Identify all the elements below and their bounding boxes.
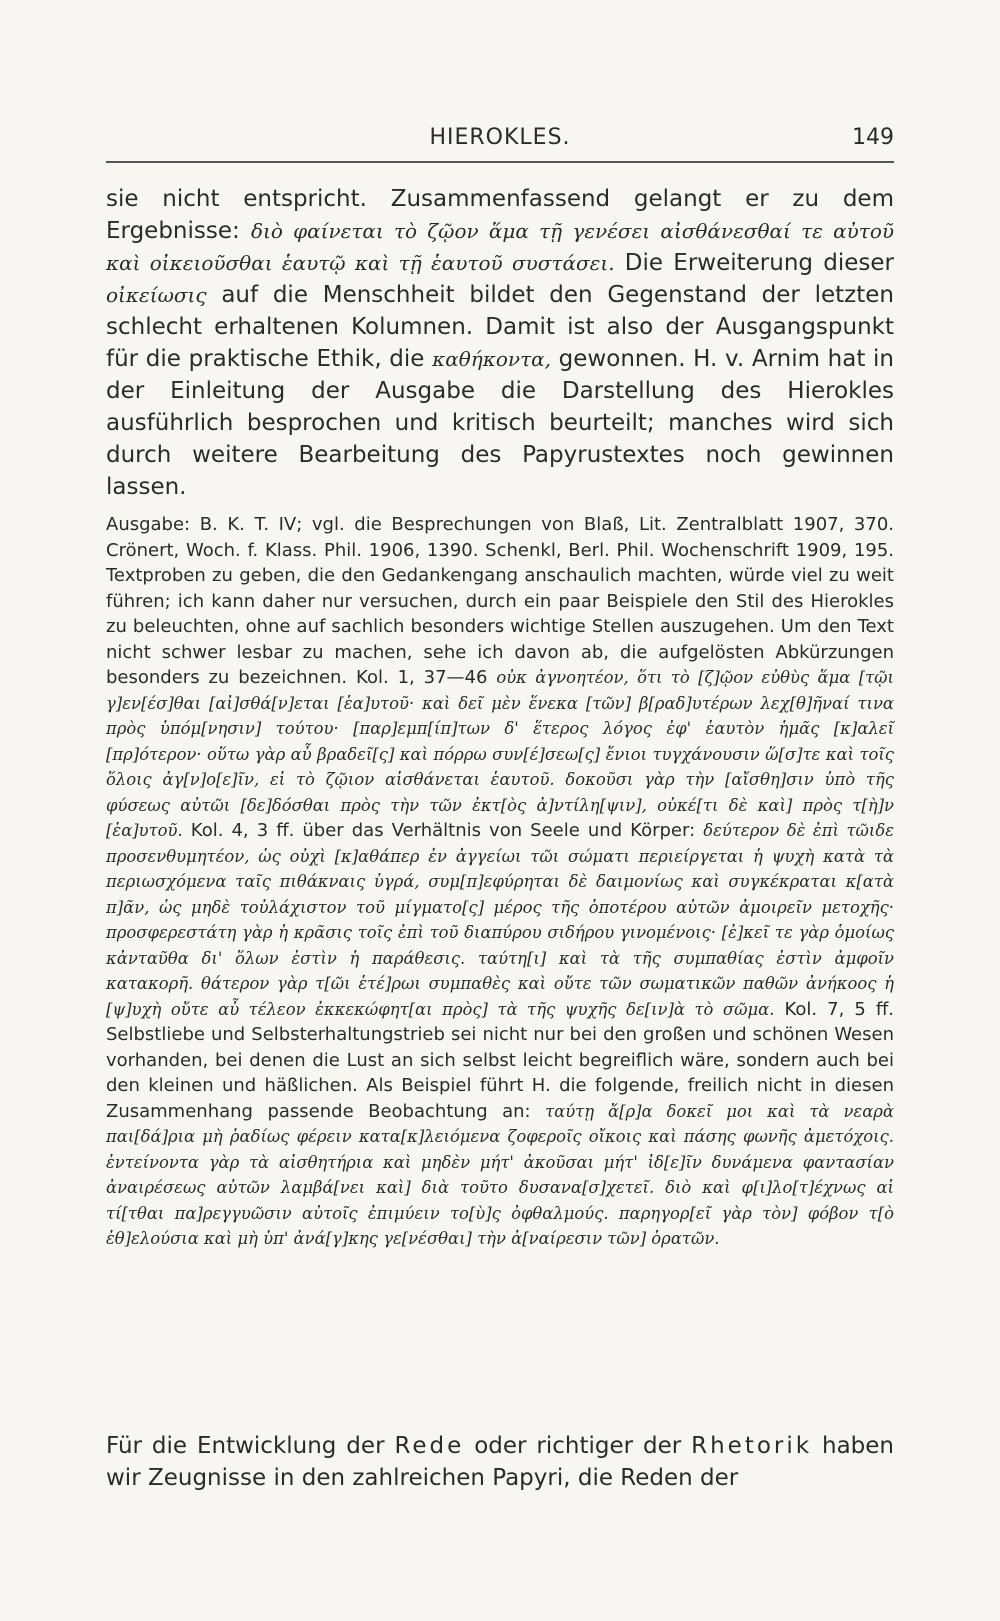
text-run: Kol. 4, 3 ff. über das Verhältnis von Seele und Körper: [182,820,704,841]
text-run: Ausgabe: B. K. T. IV; vgl. die Besprechungen von Blaß, Lit. Zentralblatt 1907, 370. Crönert, Woch. f. Klass. Phil. 1906, 1390. Schenkl, Berl. Phil. Wochenschrift 1909, 195. Textproben zu geben, die den Gedankengang anschaulich machten, würde viel zu weit führen; ich kann daher nur versuchen, durch ein paar Beispiele den Stil des Hierokles zu beleuchten, ohne auf sachlich besonders wichtige Stellen auszugehen. Um den Text nicht schwer lesbar zu machen, sehe ich davon ab, die aufgelösten Abkürzungen besonders zu bezeichnen. Kol. 1, 37—46 [106,514,894,688]
greek-term: οἰκείωσις [106,283,207,307]
text-run: gewonnen. H. v. Arnim hat in der Einleitung der Ausgabe die Darstellung des Hierokles ausführlich besprochen und kritisch beurteilt; manches wird sich durch weitere Bearbeitung des Papyrustextes noch gewinnen lassen. [106,346,894,500]
text-run: Kol. 7, 5 ff. Selbstliebe und Selbsterhaltungstrieb sei nicht nur bei den großen und schönen Wesen vorhanden, bei denen die Lust an sich selbst leicht begreiflich wäre, sondern auch bei den kleinen und häßlichen. Als Beispiel führt H. die folgende, freilich nicht in diesen Zusammenhang passende Beobachtung an: [106,998,894,1122]
paragraph-1-text [106,183,894,503]
page-number: 149 [852,125,894,150]
running-header [106,121,894,163]
greek-quote: οὐκ ἀγνοητέον, ὅτι τὸ [ζ]ῷον εὐθὺς ἅμα [τῷι γ]εν[έσ]θαι [αἰ]σθά[ν]εται [ἑα]υτοῦ· καὶ δεῖ μὲν ἕνεκα [τῶν] β[ραδ]υτέρων λεχ[θ]ῆναί τινα πρὸς ὑπόμ[νησιν] τούτου· [παρ]εμπ[ίπ]των δ' ἕτερος λόγος ἐφ' ἑαυτὸν ἡμᾶς [κ]αλεῖ [πρ]ότερον· οὕτω γὰρ αὖ βραδεῖ[ς] καὶ πόρρω συν[έ]σεω[ς] ἔνιοι τυγχάνουσιν ὥ[σ]τε καὶ τοῖς ὅλοις ἀγ[ν]ο[ε]ῖν, εἰ τὸ ζῷιον αἰσθάνεται ἑαυτοῦ. δοκοῦσι γὰρ τὴν [αἴσθη]σιν ὑπὸ τῆς φύσεως αὐτῶι [δε]δόσθαι πρὸς τὴν τῶν ἐκτ[ὸς ἀ]ντίλη[ψιν], οὐκέ[τι δὲ καὶ] πρὸς τ[ὴ]ν [ἑα]υτοῦ. [106,668,894,840]
greek-quote: διὸ φαίνεται τὸ ζῷον ἅμα τῇ γενέσει αἰσθάνεσθαί τε αὐτοῦ καὶ οἰκειοῦσθαι ἑαυτῷ καὶ τῇ ἑαυτοῦ συστάσει. [106,219,895,275]
text-run: haben wir Zeugnisse in den zahlreichen Papyri, die Reden der [106,1433,894,1491]
paragraph-3 [106,1430,894,1494]
text-run: Für die Entwicklung der [106,1433,395,1459]
paragraph-3-text [106,1430,894,1494]
spaced-term: Rede [394,1433,465,1459]
greek-term: καθήκοντα, [432,347,552,371]
text-run: auf die Menschheit bildet den Gegenstand der letzten schlecht erhaltenen Kolumnen. Damit ist also der Ausgangspunkt für die praktische Ethik, die [106,282,894,372]
running-title: HIEROKLES. [429,125,571,150]
greek-quote: δεύτερον δὲ ἐπὶ τῶιδε προσενθυμητέον, ὡς οὐχὶ [κ]αθάπερ ἐν ἀγγείωι τῶι σώματι περιείργεται ἡ ψυχὴ κατὰ τὰ περιωσχόμενα ταῖς πιθάκναις ὑγρά, συμ[π]εφύρηται δὲ δαιμονίως καὶ συγκέκραται κ[ατὰ π]ᾶν, ὡς μηδὲ τοὐλάχιστον τοῦ μίγματο[ς] μέρος τῆς ὁποτέρου αὐτῶν ἀμοιρεῖν μετοχῆς· προσφερεστάτη γὰρ ἡ κρᾶσις τοῖς ἐπὶ τοῦ διαπύρου σιδήρου γινομένοις· [ἐ]κεῖ τε γὰρ ὁμοίως κἀνταῦθα δι' ὅλων ἐστὶν ἡ παράθεσις. ταύτη[ι] καὶ τὰ τῆς συμπαθίας ἐστὶν ἀμφοῖν κατακορῆ. θάτερον γὰρ τ[ῶι ἑτέ]ρωι συμπαθὲς καὶ οὔτε τῶν σωματικῶν παθῶν ἀνήκοος ἡ [ψ]υχὴ οὔτε αὖ τέλεον ἐκκεκώφητ[αι πρὸς] τὰ τῆς ψυχῆς δε[ιν]ὰ τὸ σῶμα. [106,821,894,1019]
paragraph-2-text [106,512,894,1252]
text-run: Die Erweiterung dieser [614,250,894,276]
paragraph-1 [106,183,894,503]
text-run: oder richtiger der [464,1433,692,1459]
greek-quote: ταύτῃ ἄ[ρ]α δοκεῖ μοι καὶ τὰ νεαρὰ παι[δά]ρια μὴ ῥαδίως φέρειν κατα[κ]λειόμενα ζοφεροῖς οἴκοις καὶ πάσης φωνῆς ἀμετόχοις. ἐντείνοντα γὰρ τὰ αἰσθητήρια καὶ μηδὲν μήτ' ἀκοῦσαι μήτ' ἰδ[ε]ῖν δυνάμενα φαντασίαν ἀναιρέσεως αὐτῶν λαμβά[νει καὶ] διὰ τοῦτο δυσανα[σ]χετεῖ. διὸ καὶ φ[ι]λο[τ]έχνως αἱ τί[τθαι πα]ρεγγυῶσιν αὐτοῖς ἐπιμύειν το[ὺ]ς ὀφθαλμούς. παρηγορ[εῖ γὰρ τὸν] φόβον τ[ὸ ἐθ]ελούσια καὶ μὴ ὑπ' ἀνά[γ]κης γε[νέσθαι] τὴν ἀ[ναίρεσιν τῶν] ὁρατῶν. [106,1101,894,1248]
text-run: sie nicht entspricht. Zusammenfassend gelangt er zu dem Ergebnisse: [106,186,894,244]
spaced-term: Rhetorik [691,1433,813,1459]
paragraph-2 [106,512,894,1252]
